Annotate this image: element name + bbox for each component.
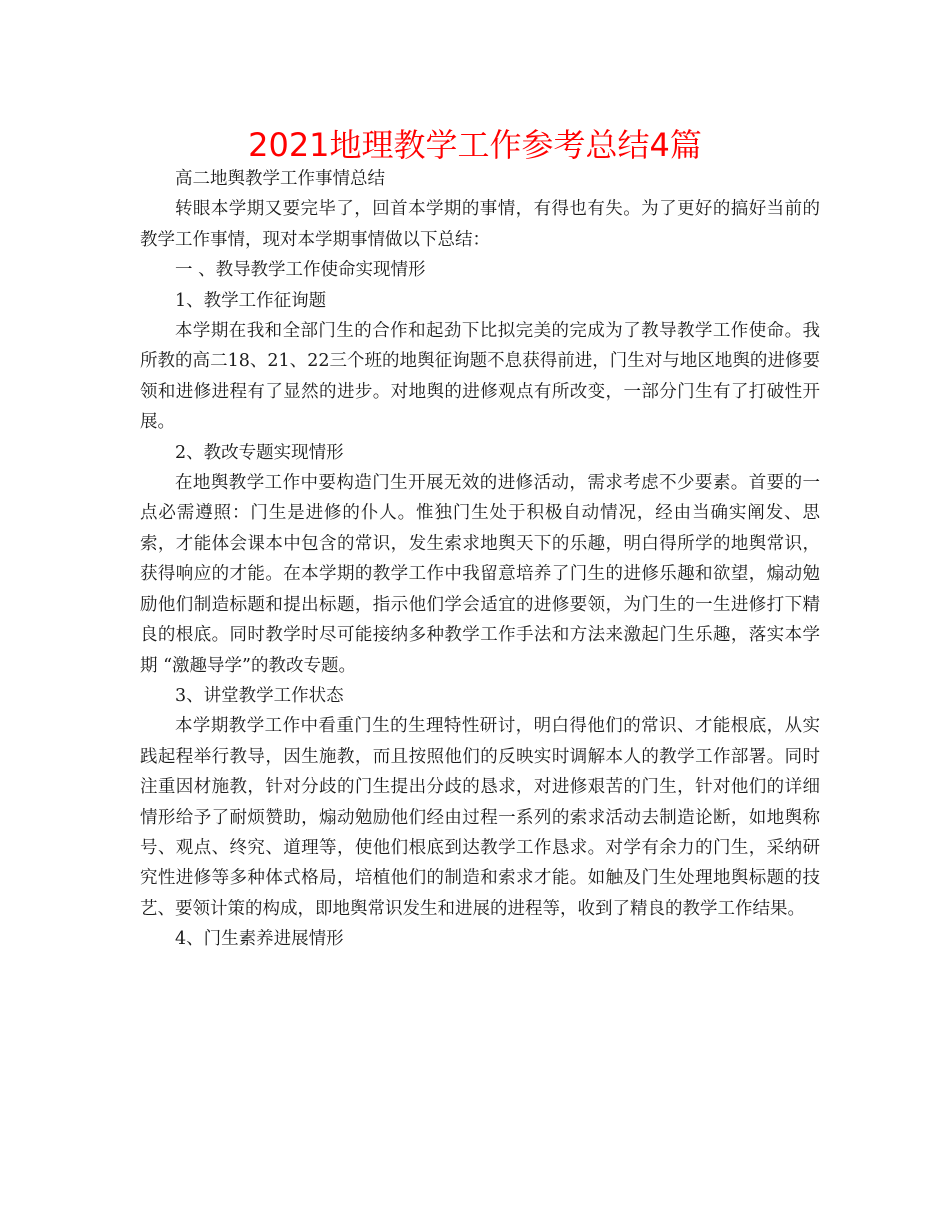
subsection-heading: 4、门生素养进展情形: [175, 929, 344, 950]
paragraph: 在地舆教学工作中要构造门生开展无效的进修活动，需求考虑不少要素。首要的一点必需遵照：门生是进修的仆人。惟独门生处于积极自动情况，经由当确实阐发、思索，才能体会课本中包含的常识，发生索求地舆天下的乐趣，明白得所学的地舆常识，获得响应的才能。在本学期的教学工作中我留意培养了门生的进修乐趣和欲望，煽动勉励他们制造标题和提出标题，指示他们学会适宜的进修要领，为门生的一生进修打下精良的根底。同时教学时尽可能接纳多种教学工作手法和方法来激起门生乐趣，落实本学期 “激趣导学”的教改专题。: [140, 473, 820, 676]
paragraph: 本学期教学工作中看重门生的生理特性研讨，明白得他们的常识、才能根底，从实践起程举行教导，因生施教，而且按照他们的反映实时调解本人的教学工作部署。同时注重因材施教，针对分歧的门生提出分歧的恳求，对进修艰苦的门生，针对他们的详细情形给予了耐烦赞助，煽动勉励他们经由过程一系列的索求活动去制造论断，如地舆称号、观点、终究、道理等，使他们根底到达教学工作恳求。对学有余力的门生，采纳研究性进修等多种体式格局，培植他们的制造和索求才能。如触及门生处理地舆标题的技艺、要领计策的构成，即地舆常识发生和进展的进程等，收到了精良的教学工作结果。: [140, 716, 820, 919]
document-body: [140, 164, 820, 955]
subsection-heading: 1、教学工作征询题: [175, 290, 327, 311]
subsection-heading: 2、教改专题实现情形: [175, 442, 344, 463]
document-title: 2021地理教学工作参考总结4篇: [248, 126, 702, 164]
paragraph: 转眼本学期又要完毕了，回首本学期的事情，有得也有失。为了更好的搞好当前的教学工作事情，现对本学期事情做以下总结：: [140, 199, 820, 250]
section-heading: 一 、教导教学工作使命实现情形: [175, 260, 426, 281]
subsection-heading: 3、讲堂教学工作状态: [175, 685, 344, 706]
paragraph: 本学期在我和全部门生的合作和起劲下比拟完美的完成为了教导教学工作使命。我所教的高二18、21、22三个班的地舆征询题不息获得前进，门生对与地区地舆的进修要领和进修进程有了显然的进步。对地舆的进修观点有所改变，一部分门生有了打破性开展。: [140, 321, 820, 433]
section-heading: 高二地舆教学工作事情总结: [175, 169, 385, 189]
